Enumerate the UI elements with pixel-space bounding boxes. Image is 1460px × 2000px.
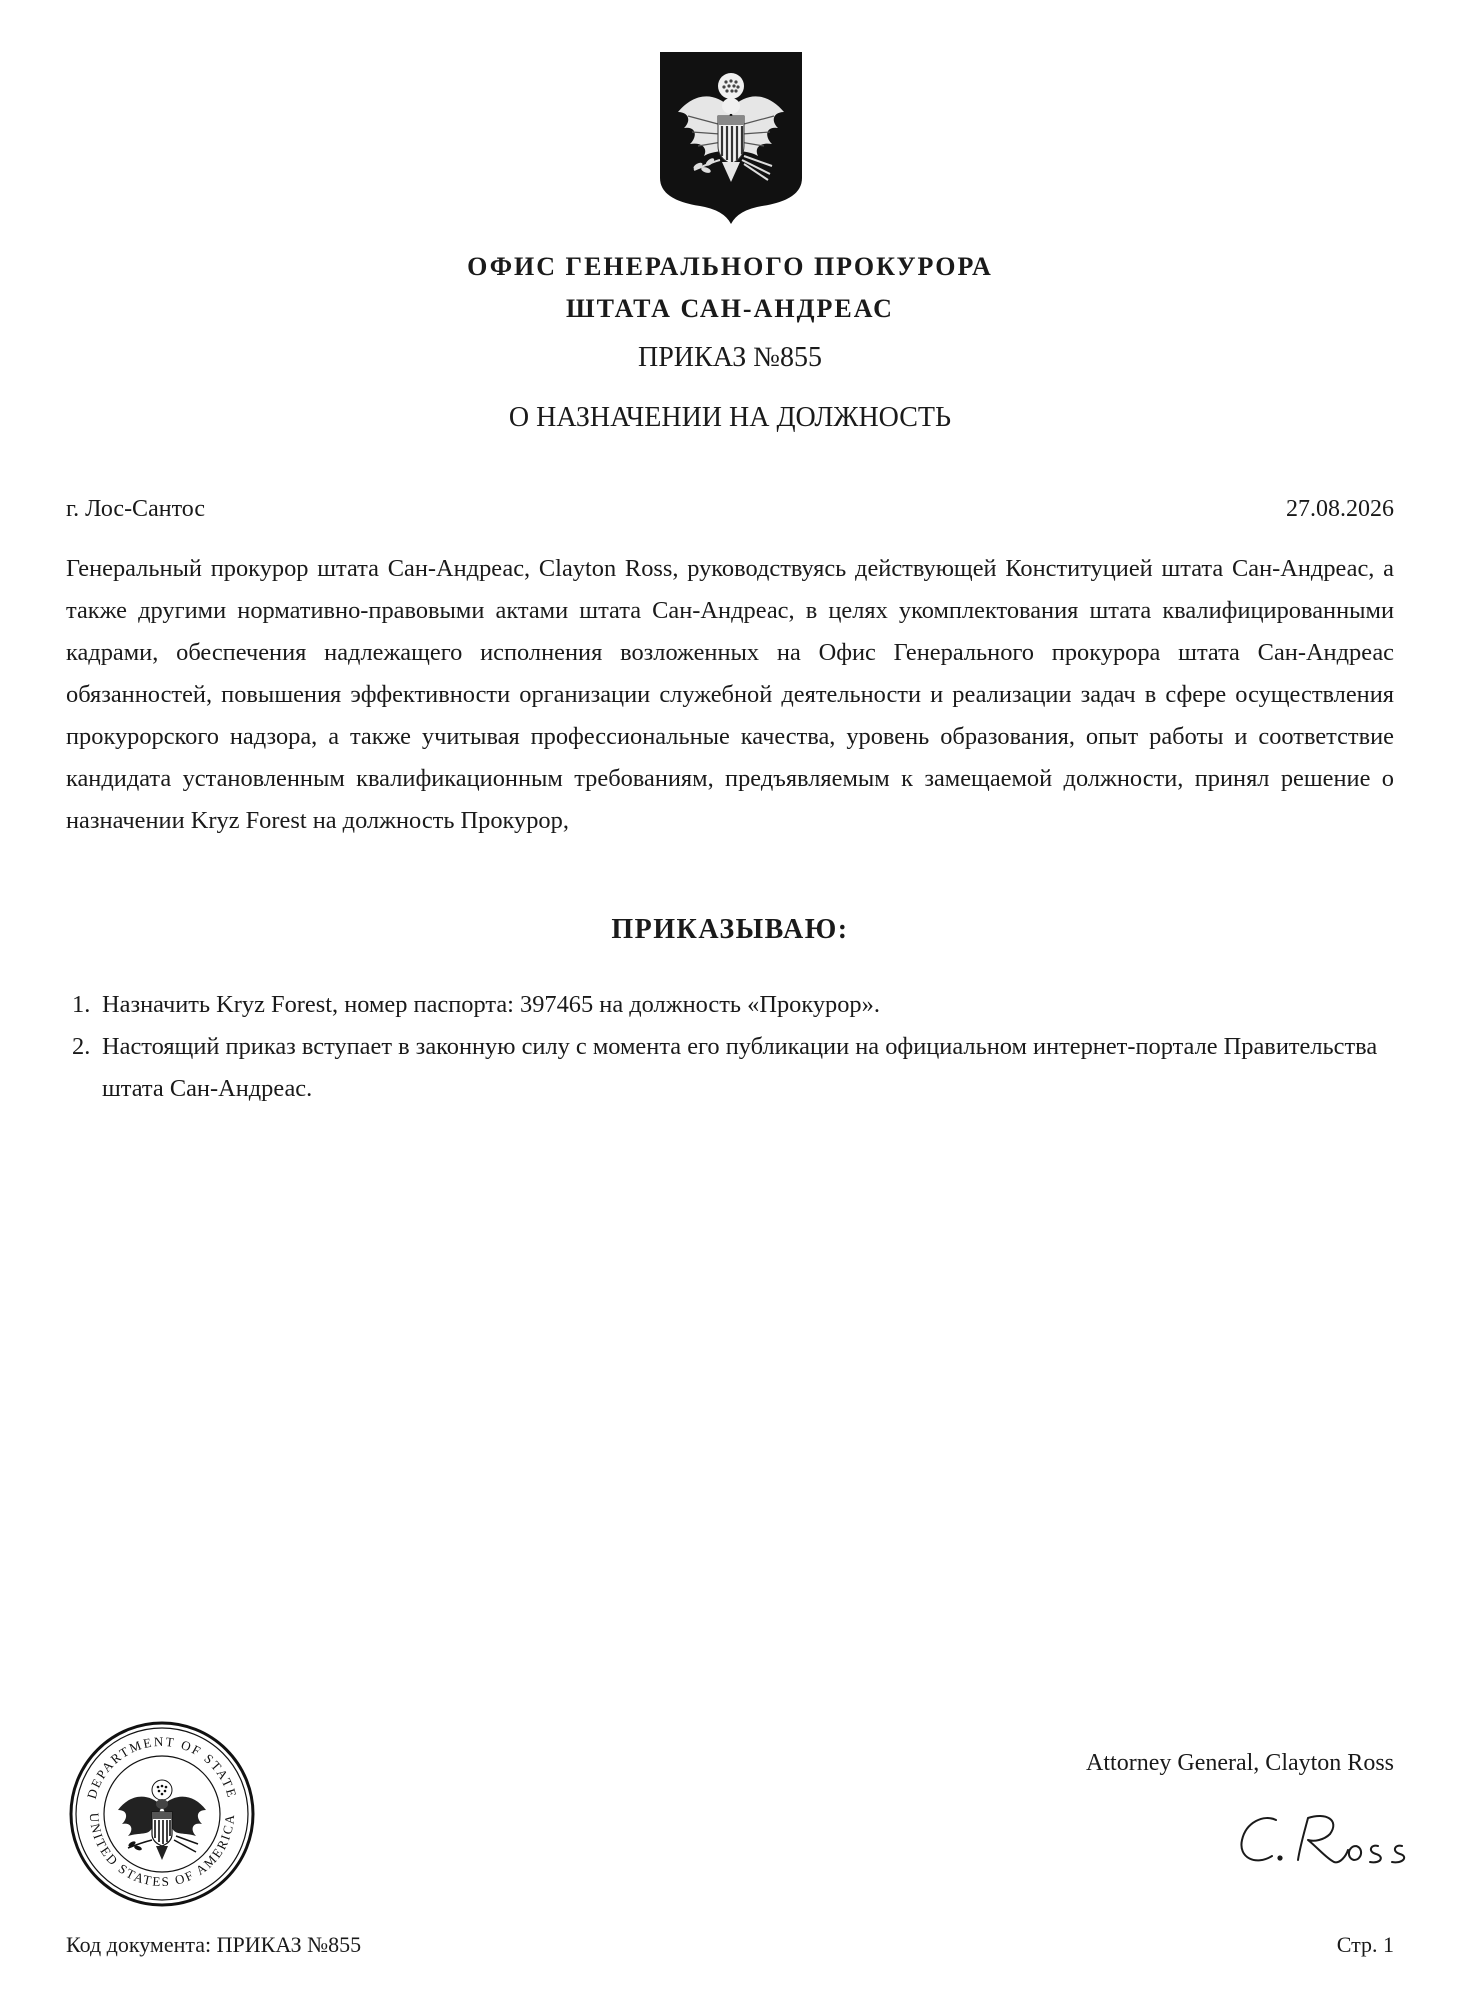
directive-heading: ПРИКАЗЫВАЮ: [611, 914, 849, 945]
list-item [66, 984, 1396, 1026]
order-title: ПРИКАЗ №855 [638, 342, 822, 373]
meta-row [66, 496, 1394, 523]
signatory-name: Attorney General, Clayton Ross [1086, 1750, 1394, 1776]
state-title: ШТАТА САН-АНДРЕАС [566, 294, 894, 323]
item-number: 2. [72, 1033, 91, 1060]
order-subject: О НАЗНАЧЕНИИ НА ДОЛЖНОСТЬ [508, 402, 952, 433]
order-items-list [66, 984, 1396, 1110]
eagle-shield-emblem-icon [658, 50, 804, 226]
item-text: Назначить Kryz Forest, номер паспорта: 397465 на должность «Прокурор». [102, 991, 880, 1018]
office-title: ОФИС ГЕНЕРАЛЬНОГО ПРОКУРОРА [467, 252, 993, 281]
list-item [66, 1026, 1396, 1110]
item-text: Настоящий приказ вступает в законную силу с момента его публикации на официальном интернет-портале Правительства штата Сан-Андреас. [102, 1033, 1378, 1102]
department-of-state-seal-icon [68, 1720, 256, 1908]
seal-top-text: DEPARTMENT OF STATE [83, 1733, 241, 1801]
item-number: 1. [72, 991, 91, 1018]
order-date: 27.08.2026 [1286, 496, 1394, 522]
seal-bottom-text: UNITED STATES OF AMERICA [86, 1812, 238, 1890]
preamble-paragraph: Генеральный прокурор штата Сан-Андреас, Clayton Ross, руководствуясь действующей Конституцией штата Сан-Андреас, а также другими нормативно-правовыми актами штата Сан-Андреас, в целях укомплектования штата квалифицированными кадрами, обеспечения надлежащего исполнения возложенных на Офис Генерального прокурора штата Сан-Андреас обязанностей, повышения эффективности организации служебной деятельности и реализации задач в сфере осуществления прокурорского надзора, а также учитывая профессиональные качества, уровень образования, опыт работы и соответствие кандидата установленным квалификационным требованиям, предъявляемым к замещаемой должности, принял решение о назначении Kryz Forest на должность Прокурор, [66, 555, 1394, 834]
city: г. Лос-Сантос [66, 496, 205, 522]
handwritten-signature [1236, 1806, 1406, 1876]
document-code: Код документа: ПРИКАЗ №855 [66, 1932, 362, 1957]
page-number: Стр. 1 [1336, 1932, 1394, 1957]
svg-text:DEPARTMENT OF STATE [84, 1734, 240, 1801]
